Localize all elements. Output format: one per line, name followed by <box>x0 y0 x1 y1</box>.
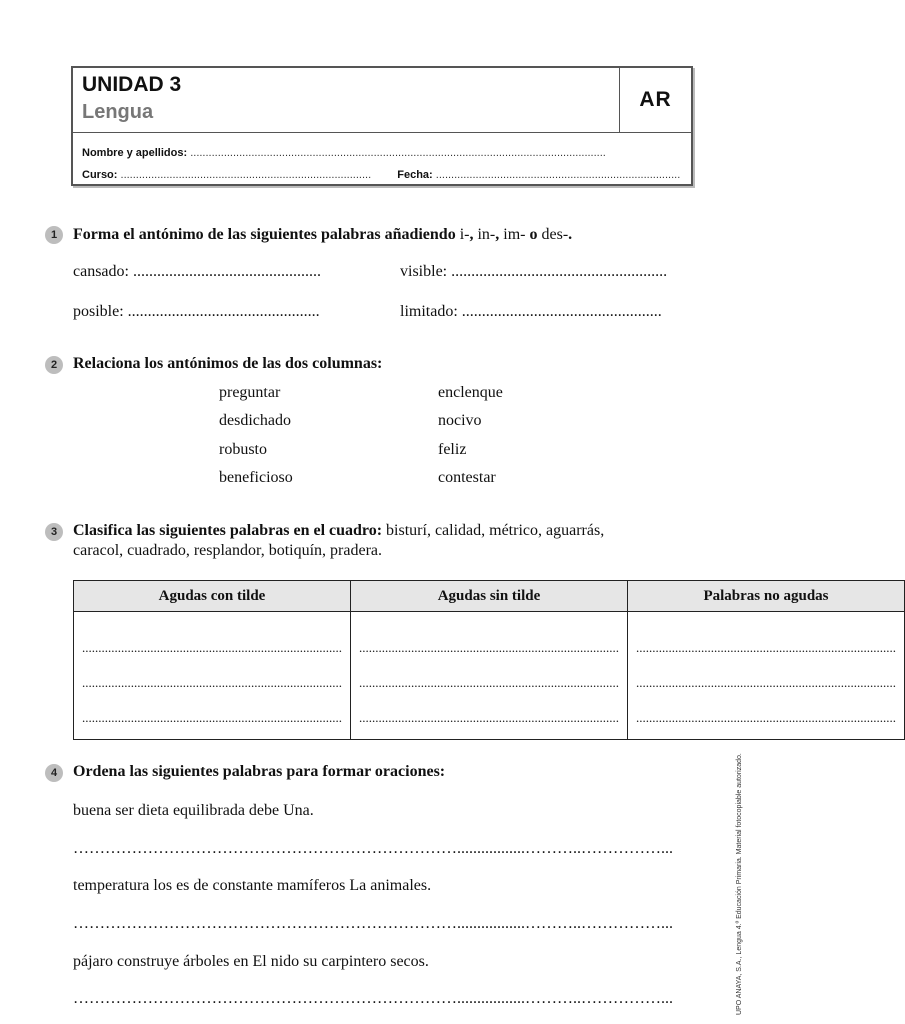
answer-line[interactable]: ................................................................................ <box>82 710 342 725</box>
q4-sentence: buena ser dieta equilibrada debe Una. <box>73 802 314 819</box>
question-4-text <box>73 763 445 781</box>
q1-item-label: visible: <box>400 263 448 280</box>
q4-answer-line[interactable]: ……………………………………………………………….................………..……………... <box>73 840 673 857</box>
q3-instruction: Clasifica las siguientes palabras en el cuadro: <box>73 522 383 539</box>
q1-instruction: Forma el antónimo de las siguientes palabras añadiendo <box>73 226 460 243</box>
course-field[interactable]: .................................................................................. <box>120 169 372 181</box>
name-field[interactable]: ........................................................................................................................................ <box>190 147 606 159</box>
question-number-1: 1 <box>45 226 63 244</box>
q2-right-word: enclenque <box>438 384 503 401</box>
q4-answer-line[interactable]: ……………………………………………………………….................………..……………... <box>73 990 673 1007</box>
date-label: Fecha: <box>397 169 433 181</box>
q1-item-label: cansado: <box>73 263 129 280</box>
q3-words-line-1: bisturí, calidad, métrico, aguarrás, <box>382 522 605 539</box>
answer-line[interactable]: ................................................................................ <box>636 640 896 655</box>
answer-line[interactable]: ................................................................................ <box>636 710 896 725</box>
course-label: Curso: <box>82 169 118 181</box>
answer-line[interactable]: ................................................................................ <box>82 640 342 655</box>
q2-left-word: preguntar <box>219 384 281 401</box>
q3-words-line-2: caracol, cuadrado, resplandor, botiquín, pradera. <box>73 542 382 559</box>
unit-title: UNIDAD 3 <box>82 73 182 96</box>
name-label: Nombre y apellidos: <box>82 147 188 159</box>
q1-item-posible <box>73 303 320 321</box>
q1-prefix-i: i- <box>459 226 470 243</box>
question-number-4: 4 <box>45 764 63 782</box>
q1-item-cansado <box>73 263 321 281</box>
q1-prefix-in: in- <box>473 226 496 243</box>
table-header-row <box>74 581 905 612</box>
q1-answer-field[interactable]: ...................................................... <box>451 263 668 280</box>
table-cell[interactable] <box>351 612 628 740</box>
q4-instruction: Ordena las siguientes palabras para formar oraciones: <box>73 763 446 780</box>
q1-period: . <box>568 226 573 243</box>
table-header: Agudas sin tilde <box>351 581 628 612</box>
q4-answer-line[interactable]: ……………………………………………………………….................………..……………... <box>73 915 673 932</box>
question-number-3: 3 <box>45 523 63 541</box>
q1-item-limitado <box>400 303 662 321</box>
question-number-2: 2 <box>45 356 63 374</box>
q4-sentence: temperatura los es de constante mamíferos La animales. <box>73 877 432 894</box>
q1-prefix-des: des- <box>537 226 569 243</box>
date-field[interactable]: ................................................................................ <box>435 169 681 181</box>
answer-line[interactable]: ................................................................................ <box>359 710 619 725</box>
q1-item-label: limitado: <box>400 303 458 320</box>
answer-line[interactable]: ................................................................................ <box>82 675 342 690</box>
q1-answer-field[interactable]: ................................................ <box>127 303 320 320</box>
q2-left-word: beneficioso <box>219 469 293 486</box>
table-row <box>74 612 905 740</box>
answer-line[interactable]: ................................................................................ <box>359 640 619 655</box>
table-header: Palabras no agudas <box>628 581 905 612</box>
header-box <box>71 66 693 186</box>
q2-right-word: contestar <box>438 469 496 486</box>
course-row <box>82 169 680 181</box>
q1-answer-field[interactable]: .................................................. <box>461 303 662 320</box>
q2-left-word: desdichado <box>219 412 291 429</box>
question-2-text <box>73 355 382 373</box>
question-1-text <box>73 226 572 244</box>
q2-instruction: Relaciona los antónimos de las dos columnas: <box>73 355 383 372</box>
q1-item-visible <box>400 263 667 281</box>
q2-right-word: feliz <box>438 441 467 458</box>
table-cell[interactable] <box>628 612 905 740</box>
subject-title: Lengua <box>82 101 154 123</box>
answer-line[interactable]: ................................................................................ <box>636 675 896 690</box>
q2-left-word: robusto <box>219 441 267 458</box>
header-top <box>73 68 691 133</box>
table-cell[interactable] <box>74 612 351 740</box>
question-3-text <box>73 522 604 540</box>
q2-right-word: nocivo <box>438 412 482 429</box>
classification-table <box>73 580 905 740</box>
q1-comma-2: , <box>495 226 500 243</box>
unit-code: AR <box>619 68 691 132</box>
q1-prefix-im: im- <box>499 226 530 243</box>
q1-comma-1: , <box>469 226 474 243</box>
q1-or: o <box>529 226 538 243</box>
q1-answer-field[interactable]: ............................................... <box>132 263 321 280</box>
table-header: Agudas con tilde <box>74 581 351 612</box>
name-row <box>82 147 606 159</box>
q4-sentence: pájaro construye árboles en El nido su carpintero secos. <box>73 953 429 970</box>
copyright-side-text: UPO ANAYA, S.A., Lengua 4.º Educación Primaria. Material fotocopiable autorizado. <box>736 753 743 1015</box>
q1-item-label: posible: <box>73 303 124 320</box>
answer-line[interactable]: ................................................................................ <box>359 675 619 690</box>
